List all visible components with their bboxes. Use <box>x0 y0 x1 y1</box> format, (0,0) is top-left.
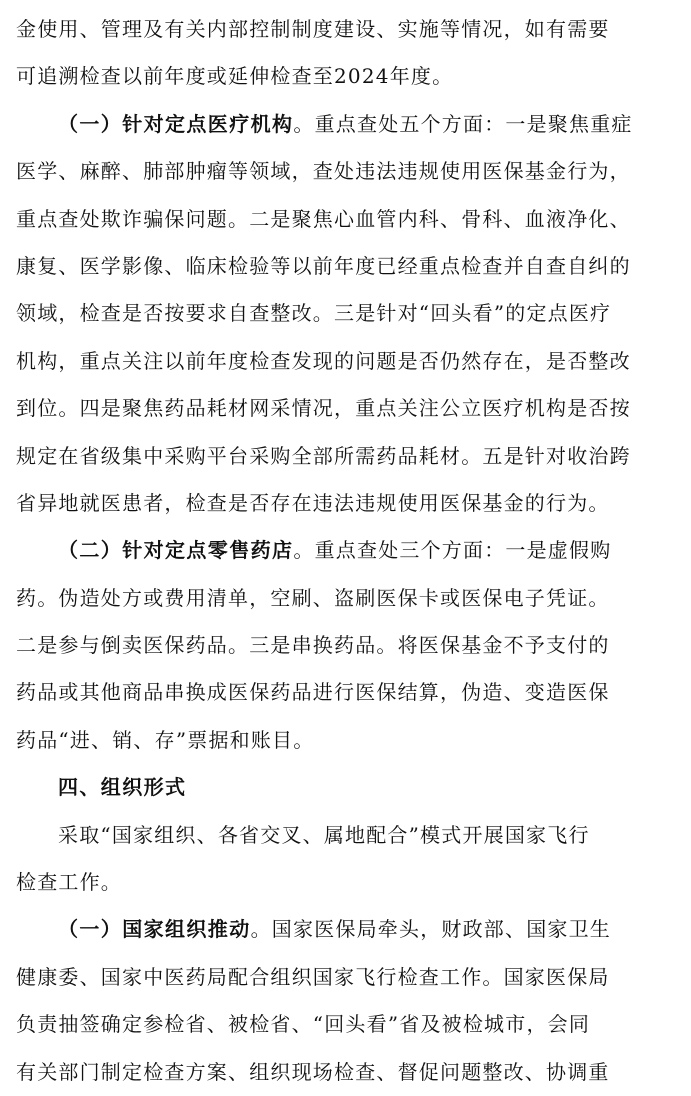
text-line: 有关部门制定检查方案、组织现场检查、督促问题整改、协调重 <box>16 1059 610 1084</box>
document-page <box>16 0 677 1096</box>
text-line: 机构，重点关注以前年度检查发现的问题是否仍然存在，是否整改 <box>16 348 631 373</box>
text-line: 到位。四是聚焦药品耗材网采情况，重点关注公立医疗机构是否按 <box>16 396 631 421</box>
text-line: 健康委、国家中医药局配合组织国家飞行检查工作。国家医保局 <box>16 964 610 989</box>
text-line: 可追溯检查以前年度或延伸检查至2024年度。 <box>16 64 454 89</box>
text-line: 规定在省级集中采购平台采购全部所需药品耗材。五是针对收治跨 <box>16 443 631 468</box>
text-line: 二是参与倒卖医保药品。三是串换药品。将医保基金不予支付的 <box>16 633 610 658</box>
text-span: 。重点查处三个方面：一是虚假购 <box>293 538 612 563</box>
text-line: 医学、麻醉、肺部肿瘤等领域，查处违法违规使用医保基金行为， <box>16 159 631 184</box>
section-lead: （一）针对定点医疗机构 <box>58 111 294 136</box>
text-line: 领域，检查是否按要求自查整改。三是针对“回头看”的定点医疗 <box>16 301 612 326</box>
section-lead: （一）国家组织推动 <box>58 917 251 942</box>
text-line: 药品或其他商品串换成医保药品进行医保结算，伪造、变造医保 <box>16 680 610 705</box>
paragraph-start-line <box>16 906 677 953</box>
section-lead: （二）针对定点零售药店 <box>58 538 294 563</box>
paragraph-start-line: 采取“国家组织、各省交叉、属地配合”模式开展国家飞行 <box>58 822 590 847</box>
text-line: 康复、医学影像、临床检验等以前年度已经重点检查并自查自纠的 <box>16 253 631 278</box>
text-line: 负责抽签确定参检省、被检省、“回头看”省及被检城市，会同 <box>16 1012 591 1037</box>
paragraph-start-line <box>16 527 677 574</box>
text-line: 省异地就医患者，检查是否存在违法违规使用医保基金的行为。 <box>16 490 610 515</box>
text-line: 药。伪造处方或费用清单，空刷、盗刷医保卡或医保电子凭证。 <box>16 585 610 610</box>
section-heading: 四、组织形式 <box>58 775 187 800</box>
text-span: 。国家医保局牵头，财政部、国家卫生 <box>250 917 612 942</box>
text-line: 检查工作。 <box>16 870 122 895</box>
text-line: 药品“进、销、存”票据和账目。 <box>16 727 315 752</box>
text-line: 金使用、管理及有关内部控制制度建设、实施等情况，如有需要 <box>16 17 610 41</box>
text-line: 重点查处欺诈骗保问题。二是聚焦心血管内科、骨科、血液净化、 <box>16 206 631 231</box>
text-span: 。重点查处五个方面：一是聚焦重症 <box>293 111 633 136</box>
paragraph-start-line <box>16 101 677 148</box>
